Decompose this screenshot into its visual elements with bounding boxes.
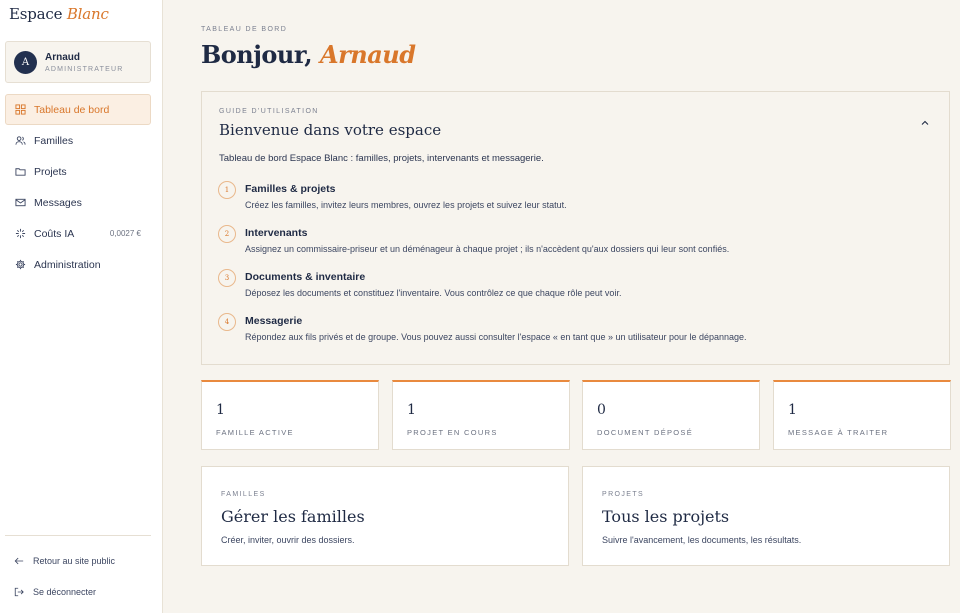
stat-value: 1 [788,402,797,418]
page-eyebrow: TABLEAU DE BORD [201,26,288,33]
stat-label: PROJET EN COURS [407,428,498,437]
logout-link[interactable] [14,587,96,597]
card-description: Suivre l'avancement, les documents, les résultats. [602,535,802,545]
sidebar-item-projets[interactable] [5,156,151,187]
greeting-name: Arnaud [320,40,416,69]
mail-icon [15,197,26,208]
sidebar-item-label: Tableau de bord [34,103,110,116]
step-title: Familles & projets [245,183,336,195]
step-title: Messagerie [245,315,303,327]
brand-accent: Blanc [66,5,109,23]
stat-label: DOCUMENT DÉPOSÉ [597,428,694,437]
stat-label: FAMILLE ACTIVE [216,428,294,437]
logout-label: Se déconnecter [33,587,97,597]
sidebar-item-label: Familles [34,134,74,147]
all-projects-card[interactable] [582,466,950,566]
logout-icon [14,587,24,597]
guide-title: Bienvenue dans votre espace [219,121,442,139]
card-title: Tous les projets [602,507,730,526]
greeting-text: Bonjour, [201,40,313,69]
main-content [163,0,960,613]
step-number: 2 [218,225,236,243]
back-to-site-link[interactable] [14,556,115,566]
guide-eyebrow: GUIDE D'UTILISATION [219,108,319,115]
sidebar [0,0,163,613]
stat-card-documents[interactable] [582,380,760,450]
step-description: Répondez aux fils privés et de groupe. Vous pouvez aussi consulter l'espace « en tant que » un utilisateur pour le dépannage. [245,332,747,342]
user-role: ADMINISTRATEUR [45,66,124,73]
back-to-site-label: Retour au site public [33,556,116,566]
gear-icon [15,259,26,270]
step-number: 1 [218,181,236,199]
sidebar-item-label: Projets [34,165,67,178]
step-description: Assignez un commissaire-priseur et un déménageur à chaque projet ; ils n'accèdent qu'aux dossiers qui leur sont confiés. [245,244,730,254]
users-icon [15,135,26,146]
card-eyebrow: PROJETS [602,491,645,498]
sidebar-item-tableau-de-bord[interactable] [5,94,151,125]
sidebar-item-administration[interactable] [5,249,151,280]
sidebar-item-label: Administration [34,258,101,271]
grid-icon [15,104,26,115]
manage-families-card[interactable] [201,466,569,566]
avatar: A [14,51,37,74]
page-title [201,40,416,69]
guide-intro: Tableau de bord Espace Blanc : familles, projets, intervenants et messagerie. [219,153,544,164]
sidebar-item-couts-ia[interactable] [5,218,151,249]
card-title: Gérer les familles [221,507,365,526]
step-title: Documents & inventaire [245,271,366,283]
step-title: Intervenants [245,227,308,239]
brand-name: Espace [9,5,63,23]
sidebar-item-messages[interactable] [5,187,151,218]
arrow-left-icon [14,556,24,566]
stat-value: 1 [216,402,225,418]
sidebar-item-label: Coûts IA [34,227,75,240]
chevron-up-icon [919,117,931,129]
stat-card-projects[interactable] [392,380,570,450]
brand-logo[interactable] [9,5,109,23]
stat-value: 1 [407,402,416,418]
sidebar-divider [5,535,151,536]
stat-card-messages[interactable] [773,380,951,450]
sidebar-nav [5,94,151,280]
card-description: Créer, inviter, ouvrir des dossiers. [221,535,355,545]
card-eyebrow: FAMILLES [221,491,266,498]
sidebar-item-familles[interactable] [5,125,151,156]
sidebar-item-label: Messages [34,196,82,209]
step-number: 4 [218,313,236,331]
ai-cost-value: 0,0027 € [109,229,141,238]
step-description: Créez les familles, invitez leurs membres, ouvrez les projets et suivez leur statut. [245,200,567,210]
user-name: Arnaud [45,52,80,63]
folder-icon [15,166,26,177]
stat-value: 0 [597,402,606,418]
stat-label: MESSAGE À TRAITER [788,428,889,437]
user-card[interactable] [5,41,151,83]
stat-card-families[interactable] [201,380,379,450]
collapse-guide-button[interactable] [919,116,931,128]
step-description: Déposez les documents et constituez l'inventaire. Vous contrôlez ce que chaque rôle peut voir. [245,288,622,298]
usage-guide-panel [201,91,950,365]
sparkle-icon [15,228,26,239]
step-number: 3 [218,269,236,287]
